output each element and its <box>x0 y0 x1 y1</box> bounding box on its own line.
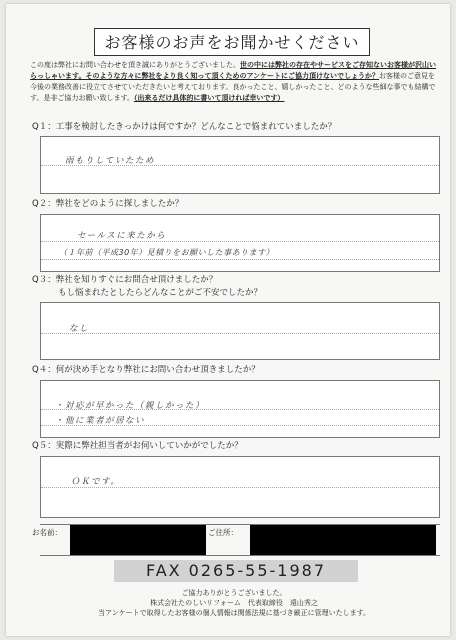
intro-p1: この度は弊社にお問い合わせを頂き誠にありがとうございました。 <box>30 61 240 69</box>
question-4-answer-2: ・他に業者が居ない <box>55 416 146 426</box>
address-label: ご住所： <box>208 528 238 537</box>
question-4-answer-box <box>40 380 440 438</box>
question-1-answer-box <box>40 136 440 194</box>
question-4-answer-1: ・対応が早かった（親しかった） <box>55 401 206 411</box>
survey-title: お客様のお声をお聞かせください <box>94 28 370 56</box>
footer-privacy: 当アンケートで取得したお客様の個人情報は関係法規に基づき厳正に管理いたします。 <box>97 609 371 617</box>
question-5-answer-box <box>40 456 440 518</box>
intro-p2: お客様のご意見を今後の業務改善に役立てさせていただきたいと考えております。良かったこと、嬉しかったこと、どのような些細な事でも結構です。是非ご協力お願い致します。 <box>30 72 436 102</box>
footer-company: 株式会社たのしいリフォーム 代表取締役 遠山秀之 <box>150 599 318 607</box>
question-5-answer-1: ＯＫです。 <box>71 477 121 487</box>
question-2-answer-1: セールスに来たから <box>77 231 167 241</box>
question-1-label: Q１：工事を検討したきっかけは何ですか？どんなことで悩まれていましたか？ <box>32 122 337 132</box>
question-3-answer-box <box>40 302 440 360</box>
question-2-answer-box <box>40 214 440 272</box>
question-4-label: Q４：何が決め手となり弊社にお問い合わせ頂きましたか？ <box>32 365 260 375</box>
question-3-label-line2: もし悩まれたとしたらどんなことがご不安でしたか？ <box>58 288 263 298</box>
contact-row <box>32 524 440 556</box>
name-redaction <box>70 525 206 555</box>
question-3-label: Q３：弊社を知りすぐにお問合せ頂けましたか？ <box>32 275 218 285</box>
name-label: お名前： <box>32 528 62 537</box>
footer-thanks: ご協力ありがとうございました。 <box>181 589 287 597</box>
survey-sheet <box>6 4 450 636</box>
address-redaction <box>250 525 436 555</box>
question-5-label: Q５：実際に弊社担当者がお伺いしていかがでしたか？ <box>32 441 243 451</box>
intro-text <box>30 60 442 104</box>
intro-p1-underlined: 世の中には弊社の存在やサービスをご存知ないお客様が沢山いらっしゃいます。そのような方々に弊社をより良く知って頂くためのアンケートにご協力頂けないでしょうか？ <box>30 61 436 80</box>
question-2-answer-2: （１年前（平成30年）見積りをお願いした事あります） <box>59 248 275 257</box>
question-1-answer-1: 雨もりしていたため <box>65 156 156 166</box>
intro-p2-underlined: （出来るだけ具体的に書いて頂ければ幸いです） <box>133 94 285 102</box>
fax-number: FAX 0265-55-1987 <box>114 560 358 582</box>
question-2-label: Q２：弊社をどのように探しましたか？ <box>32 199 184 209</box>
question-3-answer-1: なし <box>69 324 90 334</box>
